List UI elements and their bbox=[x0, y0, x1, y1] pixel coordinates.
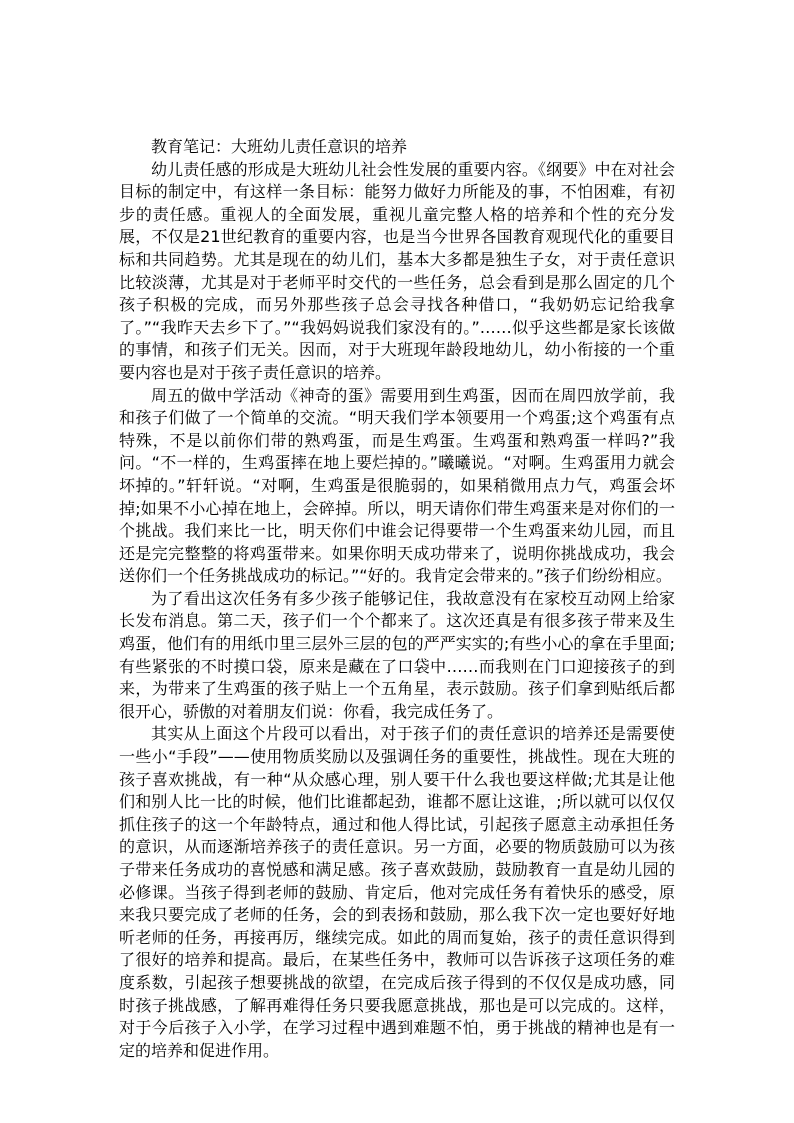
paragraph-intro: 幼儿责任感的形成是大班幼儿社会性发展的重要内容。《纲要》中在对社会目标的制定中，有这样一条目标：能努力做好力所能及的事，不怕困难，有初步的责任感。重视人的全面发展，重视儿童完整人格的培养和个性的充分发展，不仅是21世纪教育的重要内容，也是当今世界各国教育观现代化的重要目标和共同趋势。尤其是现在的幼儿们，基本大多都是独生子女，对于责任意识比较淡薄，尤其是对于老师平时交代的一些任务，总会看到是那么固定的几个孩子积极的完成，而另外那些孩子总会寻找各种借口，“我奶奶忘记给我拿了。”“我昨天去乡下了。”“我妈妈说我们家没有的。”……似乎这些都是家长该做的事情，和孩子们无关。因而，对于大班现年龄段地幼儿，幼小衔接的一个重要内容也是对于孩子责任意识的培养。 bbox=[119, 159, 675, 382]
paragraph-next-day: 为了看出这次任务有多少孩子能够记住，我故意没有在家校互动网上给家长发布消息。第二天，孩子们一个个都来了。这次还真是有很多孩子带来及生鸡蛋，他们有的用纸巾里三层外三层的包的严严实实的;有些小心的拿在手里面;有些紧张的不时摸口袋，原来是藏在了口袋中……而我则在门口迎接孩子的到来，为带来了生鸡蛋的孩子贴上一个五角星，表示鼓励。孩子们拿到贴纸后都很开心，骄傲的对着朋友们说：你看，我完成任务了。 bbox=[119, 588, 675, 721]
document-body bbox=[119, 136, 675, 1062]
paragraph-reflection: 其实从上面这个片段可以看出，对于孩子们的责任意识的培养还是需要使一些小“手段”——使用物质奖励以及强调任务的重要性，挑战性。现在大班的孩子喜欢挑战，有一种“从众感心理，别人要干什么我也要这样做;尤其是让他们和别人比一比的时候，他们比谁都起劲，谁都不愿让这谁，;所以就可以仅仅抓住孩子的这一个年龄特点，通过和他人得比试，引起孩子愿意主动承担任务的意识，从而逐渐培养孩子的责任意识。另一方面，必要的物质鼓励可以为孩子带来任务成功的喜悦感和满足感。孩子喜欢鼓励，鼓励教育一直是幼儿园的必修课。当孩子得到老师的鼓励、肯定后，他对完成任务有着快乐的感受，原来我只要完成了老师的任务，会的到表扬和鼓励，那么我下次一定也要好好地听老师的任务，再接再厉，继续完成。如此的周而复始，孩子的责任意识得到了很好的培养和提高。最后，在某些任务中，教师可以告诉孩子这项任务的难度系数，引起孩子想要挑战的欲望，在完成后孩子得到的不仅仅是成功感，同时孩子挑战感，了解再难得任务只要我愿意挑战，那也是可以完成的。这样，对于今后孩子入小学，在学习过程中遇到难题不怕，勇于挑战的精神也是有一定的培养和促进作用。 bbox=[119, 724, 675, 1060]
document-title: 教育笔记：大班幼儿责任意识的培养 bbox=[151, 137, 408, 156]
paragraph-egg-activity: 周五的做中学活动《神奇的蛋》需要用到生鸡蛋，因而在周四放学前，我和孩子们做了一个简单的交流。“明天我们学本领要用一个鸡蛋;这个鸡蛋有点特殊，不是以前你们带的熟鸡蛋，而是生鸡蛋。生鸡蛋和熟鸡蛋一样吗?”我问。“不一样的，生鸡蛋摔在地上要烂掉的。”曦曦说。“对啊。生鸡蛋用力就会坏掉的。”轩轩说。“对啊，生鸡蛋是很脆弱的，如果稍微用点力气，鸡蛋会坏掉;如果不小心掉在地上，会碎掉。所以，明天请你们带生鸡蛋来是对你们的一个挑战。我们来比一比，明天你们中谁会记得要带一个生鸡蛋来幼儿园，而且还是完完整整的将鸡蛋带来。如果你明天成功带来了，说明你挑战成功，我会送你们一个任务挑战成功的标记。”“好的。我肯定会带来的。”孩子们纷纷相应。 bbox=[119, 385, 675, 586]
